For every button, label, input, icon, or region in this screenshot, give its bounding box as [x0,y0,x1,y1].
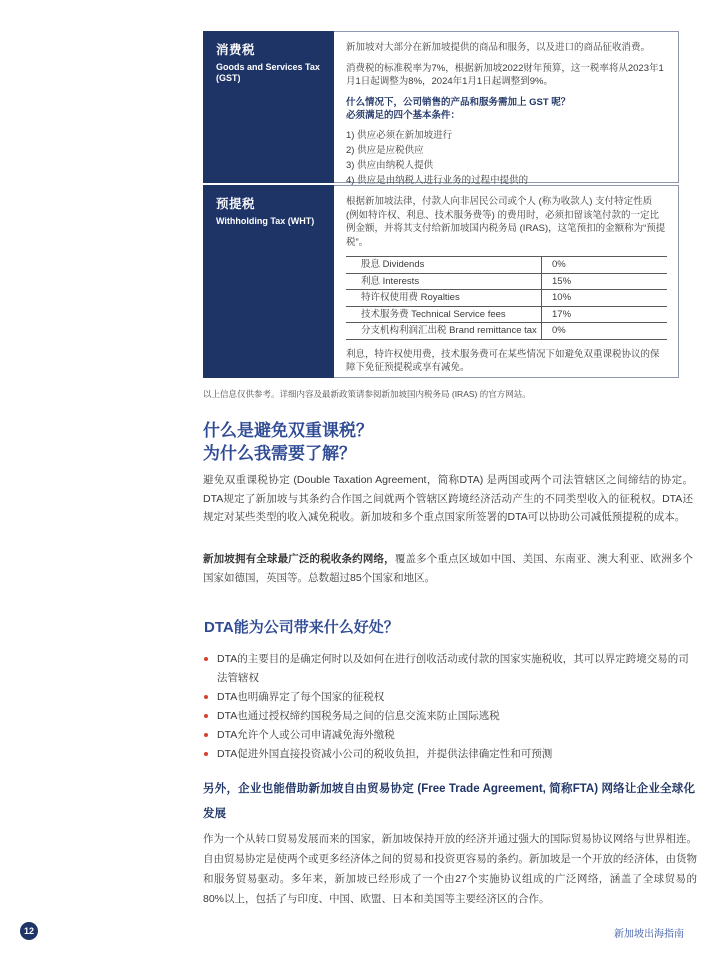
wht-title-zh: 预提税 [216,197,256,211]
bullet-text: DTA也明确界定了每个国家的征税权 [217,691,385,703]
bullet-dot-icon [204,733,208,737]
bullet-text: DTA的主要目的是确定何时以及如何在进行创收活动或付款的国家实施税收，其可以界定跨境交易的司法管辖权 [217,653,689,684]
rate-value: 10% [541,290,667,306]
wht-note: 利息，特许权使用费，技术服务费可在某些情况下如避免双重课税协议的保障下免征预提税或享有减免。 [346,348,660,373]
bullet-dot-icon [204,714,208,718]
fta-paragraph: 作为一个从转口贸易发展而来的国家，新加坡保持开放的经济并通过强大的国际贸易协议网络与世界相连。自由贸易协定是使两个或更多经济体之间的贸易和投资更容易的条约。新加坡是一个开放的经济体，由货物和服务贸易驱动。多年来，新加坡已经形成了一个由27个实施协议组成的广泛网络，涵盖了全球贸易的80%以上，包括了与印度、中国、欧盟、日本和美国等主要经济区的合作。 [203,833,697,905]
gst-question-line1: 什么情况下，公司销售的产品和服务需加上 GST 呢？ [346,96,571,108]
bullet-item [204,707,696,726]
page-number-badge: 12 [20,922,38,940]
gst-paragraph-1: 新加坡对大部分在新加坡提供的商品和服务，以及进口的商品征收消费。 [346,42,651,53]
gst-question-line2: 必须满足的四个基本条件： [346,109,461,121]
bullet-dot-icon [204,695,208,699]
rate-value: 0% [541,323,667,339]
benefits-section-heading: DTA能为公司带来什么好处？ [204,619,399,636]
dta-section-heading [203,419,373,465]
rate-row [346,323,667,340]
gst-conditions [346,129,666,188]
rate-label: 分支机构利润汇出税 Brand remittance tax [361,325,537,336]
rate-label: 特许权使用费 Royalties [361,292,460,303]
bullet-dot-icon [204,657,208,661]
rate-value: 0% [541,257,667,273]
bullet-text: DTA也通过授权缔约国税务局之间的信息交流来防止国际逃税 [217,710,500,722]
rate-label: 技术服务费 Technical Service fees [361,308,506,320]
gst-condition-1: 1) 供应必须在新加坡进行 [346,129,453,141]
gst-header-cell [203,31,334,183]
rate-label: 股息 Dividends [361,259,425,270]
rate-row [346,257,667,274]
wht-intro: 根据新加坡法律，付款人向非居民公司或个人 (称为收款人) 支付特定性质 (例如特许权、利息、技术服务费等) 的费用时，必须扣留该笔付款的一定比例金额，并将其支付给新加坡国内税务局 (IRAS)，这笔预扣的金额称为“预提税”。 [346,196,666,248]
rate-value: 17% [541,307,667,323]
gst-paragraph-2: 消费税的标准税率为7%，根据新加坡2022财年预算，这一税率将从2023年1月1日起调整为8%，2024年1月1日起调整到9%。 [346,62,664,87]
bullet-item [204,650,696,688]
dta-heading-line2: 为什么我需要了解？ [203,444,356,463]
tax-table [203,31,679,378]
rate-row [346,290,667,307]
rate-row [346,274,667,291]
dta-heading-line1: 什么是避免双重课税？ [203,421,373,440]
bullet-text: DTA允许个人或公司申请减免海外缴税 [217,729,395,741]
rate-row [346,307,667,324]
bullet-item [204,745,696,764]
bullet-dot-icon [204,752,208,756]
gst-condition-2: 2) 供应是应税供应 [346,144,424,156]
disclaimer-note: 以上信息仅供参考。详细内容及最新政策请参阅新加坡国内税务局 (IRAS) 的官方网站。 [203,389,531,399]
gst-title-zh: 消费税 [216,43,256,57]
gst-question [346,96,666,122]
footer-brand: 新加坡出海指南 [614,929,684,940]
dta-paragraph-2-rest: 覆盖多个重点区域如中国、美国、东南亚、澳大利亚、欧洲多个国家如德国，英国等。总数超过85个国家和地区。 [203,553,694,584]
gst-title-en: Goods and Services Tax (GST) [216,62,320,83]
fta-section-heading: 另外，企业也能借助新加坡自由贸易协定 (Free Trade Agreement, 简称FTA) 网络让企业全球化发展 [203,783,695,820]
bullet-item [204,688,696,707]
rate-label: 利息 Interests [361,275,420,287]
rate-value: 15% [541,274,667,290]
benefits-bullet-list [204,650,696,764]
bullet-text: DTA促进外国直接投资减小公司的税收负担，并提供法律确定性和可预测 [217,748,553,760]
gst-condition-3: 3) 供应由纳税人提供 [346,159,434,171]
gst-content-cell [334,31,679,186]
bullet-item [204,726,696,745]
wht-rate-table [346,256,667,340]
wht-content-cell [334,185,679,378]
dta-paragraph-2 [203,550,693,587]
dta-paragraph-1: 避免双重课税协定 (Double Taxation Agreement，简称DTA) 是两国或两个司法管辖区之间缔结的协定。DTA规定了新加坡与其条约合作国之间就两个管辖区跨境经济活动产生的不同类型收入的征税权。DTA还规定对某些类型的收入减免税收。新加坡和多个重点国家所签署的DTA可以协助公司减低预提税的成本。 [203,474,693,523]
wht-header-cell [203,185,334,378]
gst-condition-4: 4) 供应是由纳税人进行业务的过程中提供的 [346,174,529,186]
wht-title-en: Withholding Tax (WHT) [216,216,315,226]
dta-paragraph-2-bold: 新加坡拥有全球最广泛的税收条约网络， [203,553,395,565]
